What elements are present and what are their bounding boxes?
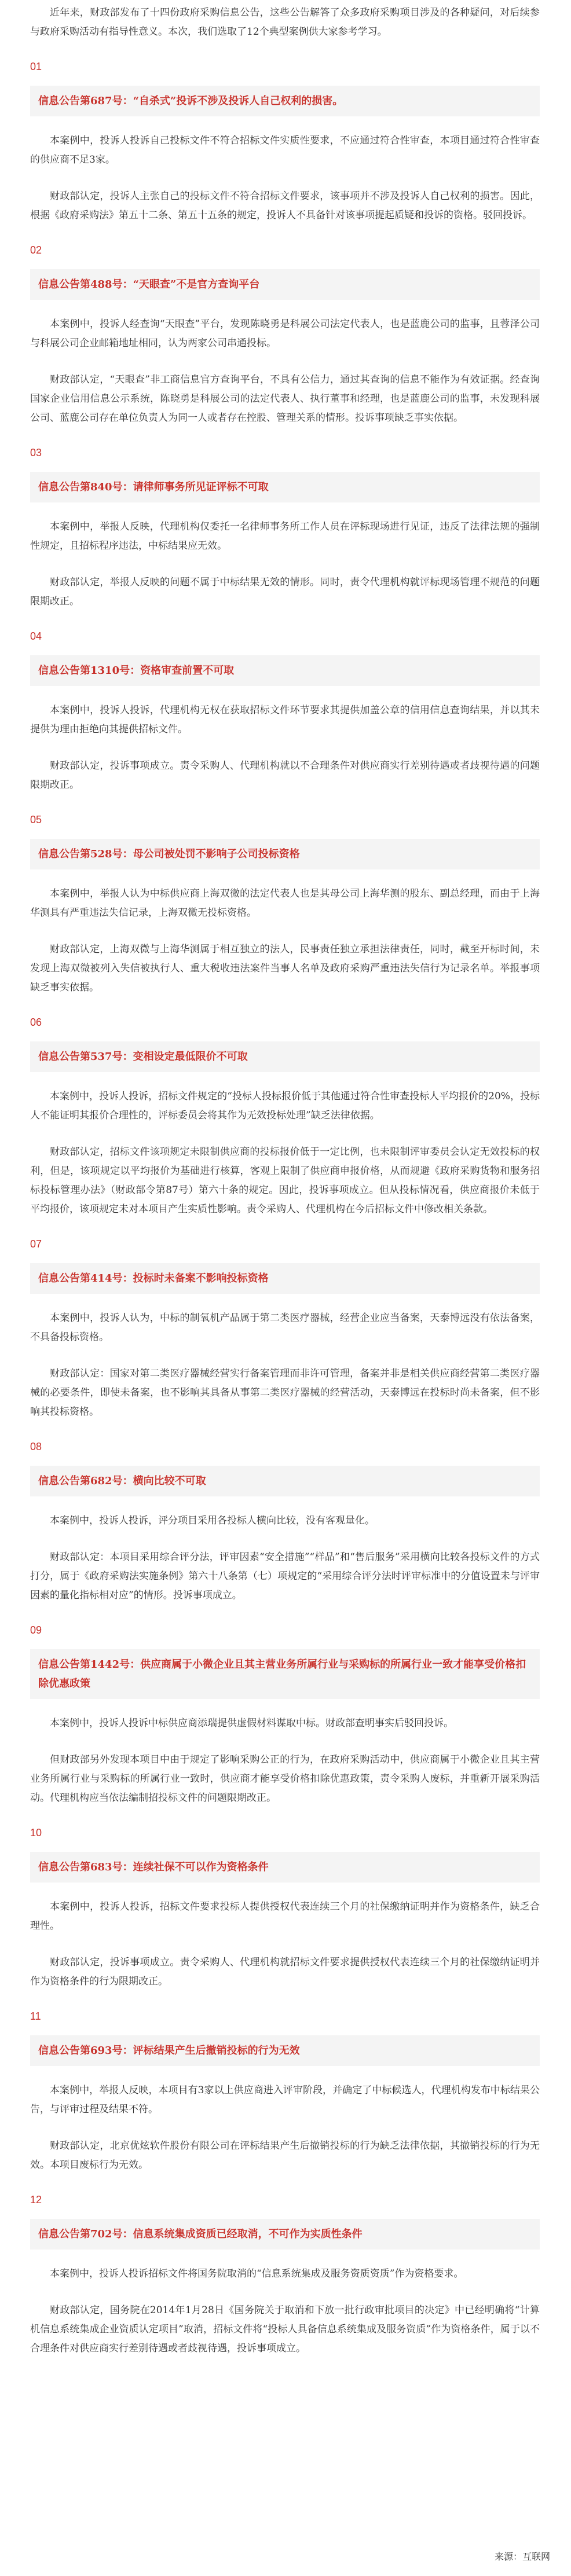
case-section xyxy=(30,812,540,997)
section-number: 11 xyxy=(30,2010,41,2022)
section-heading: 信息公告第683号：连续社保不可以作为资格条件 xyxy=(30,1852,540,1883)
section-number: 07 xyxy=(30,1238,42,1250)
case-paragraph: 本案例中，投诉人投诉，评分项目采用各投标人横向比较，没有客观量化。 xyxy=(50,1515,375,1526)
case-paragraph: 财政部认定，投诉事项成立。责令采购人、代理机构就招标文件要求提供授权代表连续三个月的社保缴纳证明并作为资格条件的行为限期改正。 xyxy=(30,1957,540,1987)
source-credit: 来源：互联网 xyxy=(494,2552,550,2562)
case-section xyxy=(30,1015,540,1219)
case-section xyxy=(30,2192,540,2358)
case-paragraph: 财政部认定，投诉人主张自己的投标文件不符合招标文件要求，该事项并不涉及投诉人自己权利的损害。因此，根据《政府采购法》第五十二条、第五十五条的规定，投诉人不具备针对该事项提起质疑和投诉的资格。驳回投诉。 xyxy=(30,190,540,221)
case-paragraph: 财政部认定，“天眼查”非工商信息官方查询平台，不具有公信力，通过其查询的信息不能作为有效证据。经查询国家企业信用信息公示系统，陈晓勇是科展公司的法定代表人、执行董事和经理，也是蓝鹿公司的监事，未发现科展公司、蓝鹿公司存在单位负责人为同一人或者存在控股、管理关系的情形。投诉事项缺乏事实依据。 xyxy=(30,374,540,424)
case-section xyxy=(30,1623,540,1808)
section-heading: 信息公告第682号：横向比较不可取 xyxy=(30,1466,540,1496)
case-section xyxy=(30,1825,540,1991)
section-number: 02 xyxy=(30,244,42,256)
case-paragraph: 财政部认定，国务院在2014年1月28日《国务院关于取消和下放一批行政审批项目的决定》中已经明确将“计算机信息系统集成企业资质认定项目”取消，招标文件将“投标人具备信息系统集成及服务资质”作为资格条件，属于以不合理条件对供应商实行差别待遇或者歧视待遇，投诉事项成立。 xyxy=(30,2305,540,2354)
intro-paragraph: 近年来，财政部发布了十四份政府采购信息公告，这些公告解答了众多政府采购项目涉及的各种疑问，对后续参与政府采购活动有指导性意义。本次，我们选取了12个典型案例供大家参考学习。 xyxy=(30,7,540,38)
section-heading: 信息公告第702号：信息系统集成资质已经取消，不可作为实质性条件 xyxy=(30,2219,540,2250)
case-paragraph: 本案例中，投诉人投诉，招标文件规定的“投标人投标报价低于其他通过符合性审查投标人平均报价的20%，投标人不能证明其报价合理性的，评标委员会将其作为无效投标处理”缺乏法律依据。 xyxy=(30,1091,540,1121)
case-paragraph: 财政部认定，北京优炫软件股份有限公司在评标结果产生后撤销投标的行为缺乏法律依据，其撤销投标的行为无效。本项目废标行为无效。 xyxy=(30,2140,540,2171)
case-section xyxy=(30,1236,540,1422)
case-paragraph: 财政部认定，上海双微与上海华测属于相互独立的法人，民事责任独立承担法律责任，同时，截至开标时间，未发现上海双微被列入失信被执行人、重大税收违法案件当事人名单及政府采购严重违法失信行为记录名单。举报事项缺乏事实依据。 xyxy=(30,944,540,993)
section-heading: 信息公告第1310号：资格审查前置不可取 xyxy=(30,655,540,686)
case-paragraph: 财政部认定，投诉事项成立。责令采购人、代理机构就以不合理条件对供应商实行差别待遇或者歧视待遇的问题限期改正。 xyxy=(30,760,540,791)
section-number: 03 xyxy=(30,447,42,458)
case-paragraph: 本案例中，投诉人投诉自己投标文件不符合招标文件实质性要求，不应通过符合性审查，本项目通过符合性审查的供应商不足3家。 xyxy=(30,135,540,166)
case-section xyxy=(30,59,540,225)
case-paragraph: 财政部认定，举报人反映的问题不属于中标结果无效的情形。同时，责令代理机构就评标现场管理不规范的问题限期改正。 xyxy=(30,577,540,607)
case-paragraph: 财政部认定，招标文件该项规定未限制供应商的投标报价低于一定比例，也未限制评审委员会认定无效投标的权利，但是，该项规定以平均报价为基础进行核算，客观上限制了供应商申报价格，从而规避《政府采购货物和服务招标投标管理办法》（财政部令第87号）第六十条的规定。因此，投诉事项成立。但从投标情况看，供应商报价未低于平均报价，该项规定未对本项目产生实质性影响。责令采购人、代理机构在今后招标文件中修改相关条款。 xyxy=(30,1146,540,1215)
section-heading: 信息公告第1442号：供应商属于小微企业且其主营业务所属行业与采购标的所属行业一致才能享受价格扣除优惠政策 xyxy=(30,1649,540,1699)
case-section xyxy=(30,1439,540,1605)
section-number: 05 xyxy=(30,814,42,825)
case-paragraph: 本案例中，举报人认为中标供应商上海双微的法定代表人也是其母公司上海华测的股东、副总经理，而由于上海华测具有严重违法失信记录，上海双微无投标资格。 xyxy=(30,888,540,919)
section-number: 06 xyxy=(30,1017,42,1028)
section-number: 08 xyxy=(30,1441,42,1452)
case-paragraph: 财政部认定：本项目采用综合评分法，评审因素“安全措施”“样品”和“售后服务”采用横向比较各投标文件的方式打分，属于《政府采购法实施条例》第六十八条第（七）项规定的“采用综合评分法时评审标准中的分值设置未与评审因素的量化指标相对应”的情形。投诉事项成立。 xyxy=(30,1551,540,1601)
case-section xyxy=(30,243,540,428)
case-paragraph: 本案例中，举报人反映，本项目有3家以上供应商进入评审阶段，并确定了中标候选人，代理机构发布中标结果公告，与评审过程及结果不符。 xyxy=(30,2085,540,2115)
case-section xyxy=(30,629,540,795)
section-number: 04 xyxy=(30,630,42,642)
section-number: 12 xyxy=(30,2194,42,2206)
article-body xyxy=(30,3,540,2376)
section-heading: 信息公告第488号：“天眼查”不是官方查询平台 xyxy=(30,269,540,300)
section-heading: 信息公告第687号：“自杀式”投诉不涉及投诉人自己权利的损害。 xyxy=(30,86,540,116)
case-paragraph: 本案例中，投诉人经查询“天眼查”平台，发现陈晓勇是科展公司法定代表人，也是蓝鹿公司的监事，且蓉泽公司与科展公司企业邮箱地址相同，认为两家公司串通投标。 xyxy=(30,318,540,349)
section-heading: 信息公告第693号：评标结果产生后撤销投标的行为无效 xyxy=(30,2035,540,2066)
case-section xyxy=(30,2009,540,2175)
case-paragraph: 本案例中，投诉人投诉中标供应商添瑞提供虚假材料谋取中标。财政部查明事实后驳回投诉。 xyxy=(50,1718,453,1729)
case-paragraph: 本案例中，投诉人投诉招标文件将国务院取消的“信息系统集成及服务资质资质”作为资格要求。 xyxy=(50,2268,464,2280)
case-paragraph: 本案例中，投诉人认为，中标的制氧机产品属于第二类医疗器械，经营企业应当备案，天泰博远没有依法备案，不具备投标资格。 xyxy=(30,1312,540,1343)
section-heading: 信息公告第840号：请律师事务所见证评标不可取 xyxy=(30,472,540,502)
case-paragraph: 财政部认定：国家对第二类医疗器械经营实行备案管理而非许可管理，备案并非是相关供应商经营第二类医疗器械的必要条件，即使未备案，也不影响其具备从事第二类医疗器械的经营活动，天泰博远在投标时尚未备案，但不影响其投标资格。 xyxy=(30,1368,540,1418)
section-number: 09 xyxy=(30,1624,42,1636)
section-heading: 信息公告第414号：投标时未备案不影响投标资格 xyxy=(30,1263,540,1294)
section-number: 10 xyxy=(30,1827,42,1839)
section-heading: 信息公告第537号：变相设定最低限价不可取 xyxy=(30,1041,540,1072)
case-paragraph: 但财政部另外发现本项目中由于规定了影响采购公正的行为，在政府采购活动中，供应商属于小微企业且其主营业务所属行业与采购标的所属行业一致时，供应商才能享受价格扣除优惠政策，责令采购人废标，并重新开展采购活动。代理机构应当依法编制招投标文件的问题限期改正。 xyxy=(30,1754,540,1804)
case-paragraph: 本案例中，举报人反映，代理机构仅委托一名律师事务所工作人员在评标现场进行见证，违反了法律法规的强制性规定，且招标程序违法，中标结果应无效。 xyxy=(30,521,540,552)
case-paragraph: 本案例中，投诉人投诉，招标文件要求投标人提供授权代表连续三个月的社保缴纳证明并作为资格条件，缺乏合理性。 xyxy=(30,1901,540,1932)
section-number: 01 xyxy=(30,61,42,72)
case-section xyxy=(30,445,540,611)
section-heading: 信息公告第528号：母公司被处罚不影响子公司投标资格 xyxy=(30,839,540,869)
case-paragraph: 本案例中，投诉人投诉，代理机构无权在获取招标文件环节要求其提供加盖公章的信用信息查询结果，并以其未提供为理由拒绝向其提供招标文件。 xyxy=(30,704,540,735)
